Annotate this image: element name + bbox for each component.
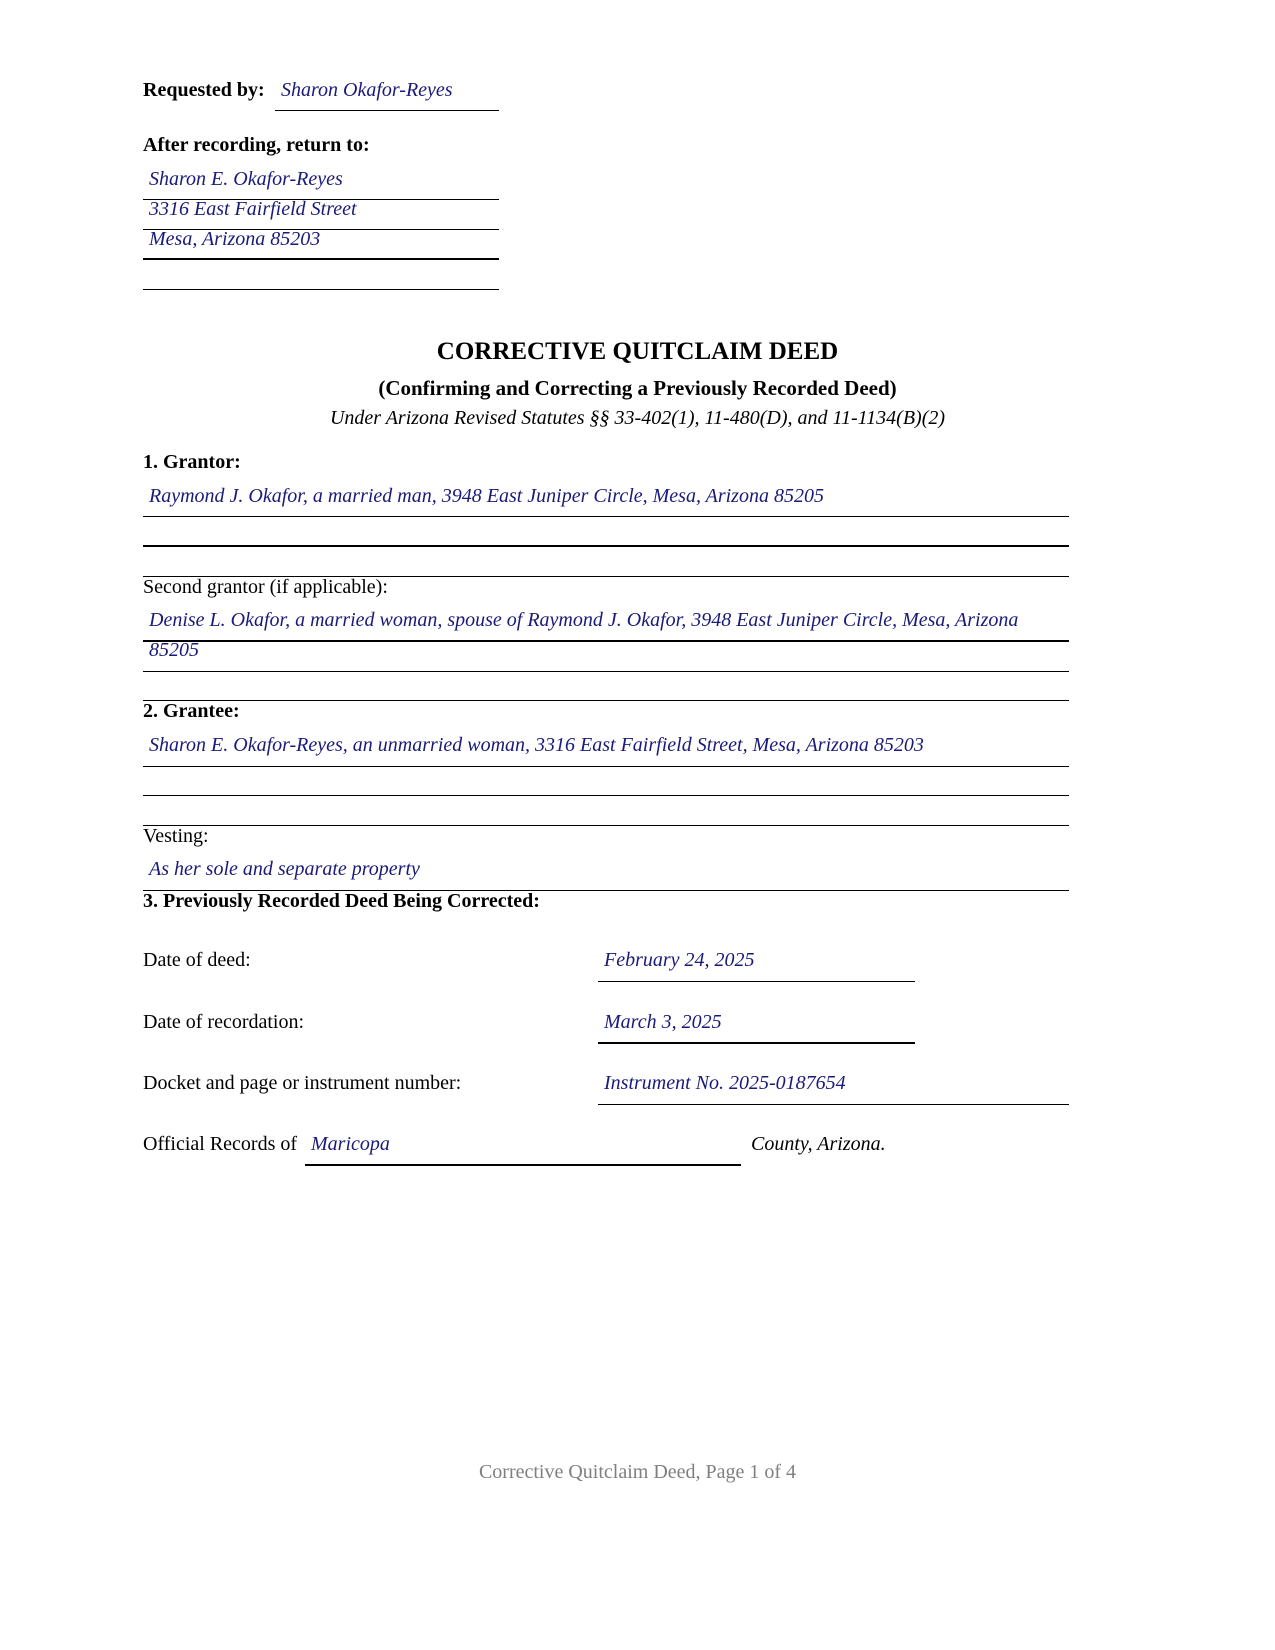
second-grantor-underline-2 [143,671,1069,672]
requested-by-field[interactable]: Sharon Okafor-Reyes [281,79,453,101]
return-to-underline-3 [143,258,499,260]
second-grantor-underline-1 [143,640,1069,642]
second-grantor-field-line-2[interactable]: 85205 [149,639,199,661]
return-to-underline-4 [143,289,499,290]
vesting-label: Vesting: [143,825,209,847]
document-title: CORRECTIVE QUITCLAIM DEED [436,338,839,365]
document-subtitle: (Confirming and Correcting a Previously Recorded Deed) [378,376,897,400]
date-of-deed-field[interactable]: February 24, 2025 [604,949,755,971]
statute-reference: Under Arizona Revised Statutes §§ 33-402(1), 11-480(D), and 11-1134(B)(2) [329,407,946,429]
county-suffix: County, Arizona. [751,1133,886,1155]
requested-by-underline [275,110,499,111]
county-field[interactable]: Maricopa [311,1133,390,1155]
docket-underline [598,1104,1069,1105]
grantee-underline-1 [143,766,1069,767]
docket-label: Docket and page or instrument number: [143,1072,462,1094]
return-to-label: After recording, return to: [143,134,370,156]
grantee-underline-3 [143,825,1069,826]
date-of-recordation-underline [598,1042,915,1044]
date-of-recordation-label: Date of recordation: [143,1011,305,1033]
grantor-heading: 1. Grantor: [143,451,241,473]
docket-field[interactable]: Instrument No. 2025-0187654 [604,1072,846,1094]
vesting-field[interactable]: As her sole and separate property [149,858,420,880]
page-footer: Corrective Quitclaim Deed, Page 1 of 4 [478,1461,797,1483]
date-of-deed-label: Date of deed: [143,949,251,971]
return-to-line-2[interactable]: 3316 East Fairfield Street [149,198,357,220]
grantor-underline-1 [143,516,1069,517]
grantee-heading: 2. Grantee: [143,700,240,722]
grantee-underline-2 [143,795,1069,796]
requested-by-label: Requested by: [143,79,265,101]
date-of-recordation-field[interactable]: March 3, 2025 [604,1011,722,1033]
grantor-underline-2 [143,545,1069,547]
official-records-label: Official Records of [143,1133,298,1155]
grantee-field[interactable]: Sharon E. Okafor-Reyes, an unmarried woman, 3316 East Fairfield Street, Mesa, Arizona 85203 [149,734,924,756]
county-underline [305,1164,741,1166]
grantor-field[interactable]: Raymond J. Okafor, a married man, 3948 East Juniper Circle, Mesa, Arizona 85205 [149,485,824,507]
date-of-deed-underline [598,981,915,982]
second-grantor-field-line-1[interactable]: Denise L. Okafor, a married woman, spouse of Raymond J. Okafor, 3948 East Juniper Circle, Mesa, Arizona [149,609,1019,631]
prior-deed-heading: 3. Previously Recorded Deed Being Corrected: [143,890,540,912]
second-grantor-underline-3 [143,700,1069,701]
return-to-line-3[interactable]: Mesa, Arizona 85203 [149,228,321,250]
second-grantor-label: Second grantor (if applicable): [143,576,388,598]
return-to-line-1[interactable]: Sharon E. Okafor-Reyes [149,168,343,190]
